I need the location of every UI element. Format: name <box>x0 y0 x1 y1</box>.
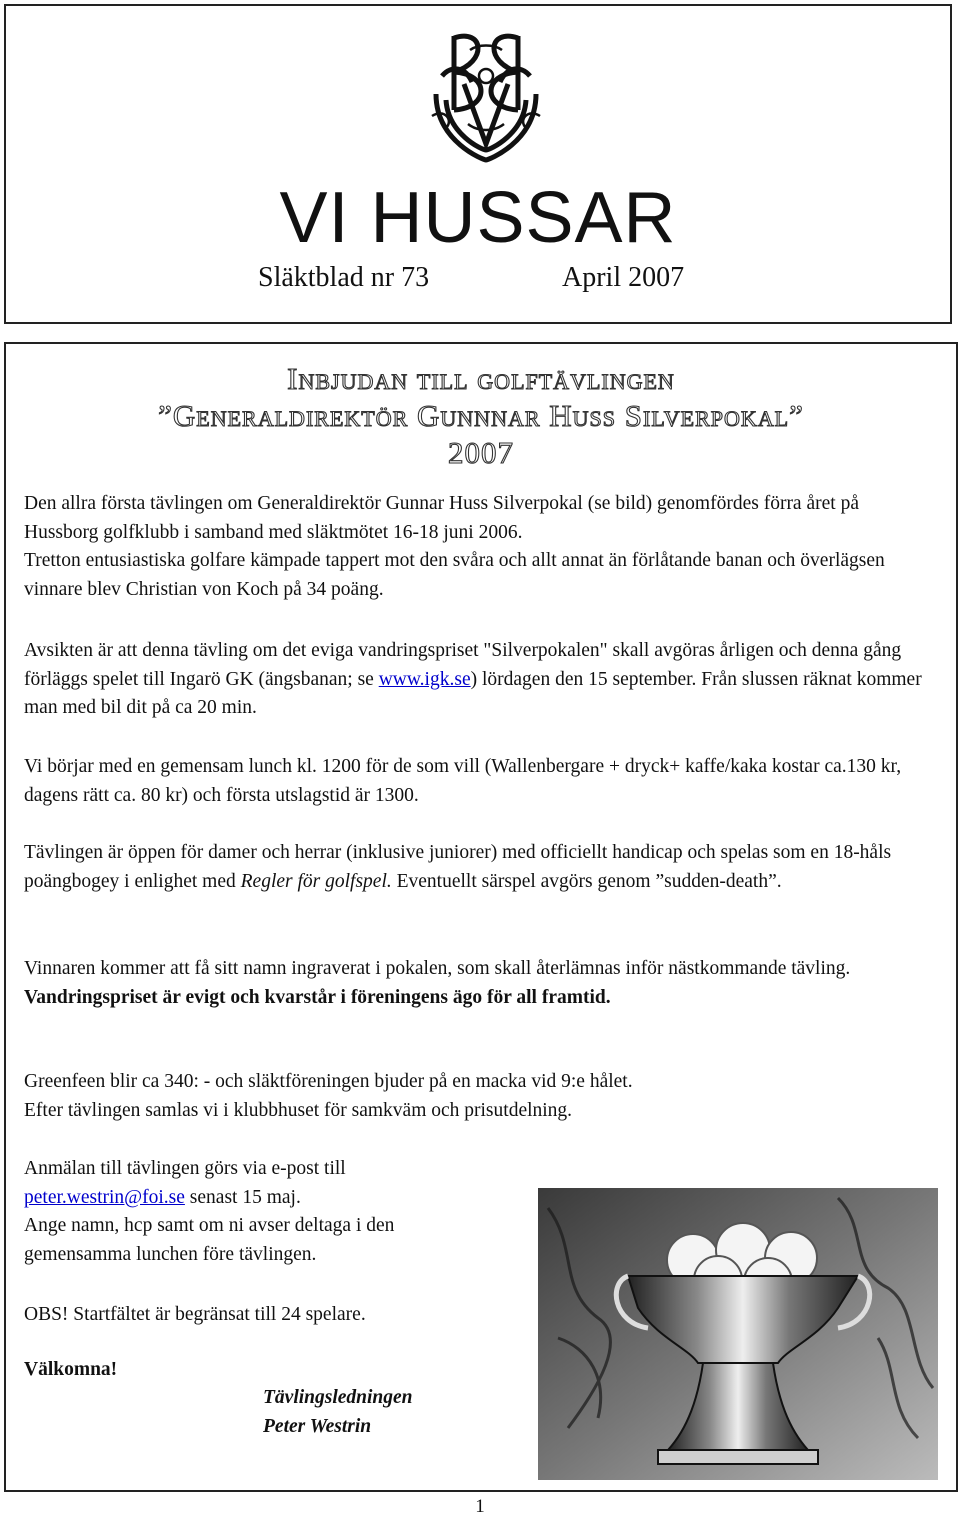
silver-trophy-with-golf-balls-photo <box>538 1188 938 1480</box>
welcome-text: Välkomna! <box>24 1359 118 1380</box>
winner-bold-text: Vandringspriset är evigt och kvarstår i föreningens ägo för all framtid. <box>24 986 611 1008</box>
masthead-box <box>4 4 952 324</box>
paragraph-result: Tretton entusiastiska golfare kämpade tappert mot den svåra och allt annat än förlåtande banan och överlägsen vinnare blev Christian von Koch på 34 poäng. <box>24 550 885 600</box>
issue-number: Släktblad nr 73 <box>258 262 430 293</box>
igk-website-link[interactable]: www.igk.se <box>378 668 471 690</box>
article-heading-line-2: ”Generaldirektör Gunnnar Huss Silverpokal” <box>158 398 804 433</box>
article-heading-line-3: 2007 <box>448 435 514 470</box>
rules-text-end: Eventuellt särspel avgörs genom ”sudden-death”. <box>391 870 782 892</box>
paragraph-note: OBS! Startfältet är begränsat till 24 spelare. <box>24 1304 366 1325</box>
rules-reference: Regler för golfspel. <box>240 870 392 892</box>
signature <box>263 1384 563 1441</box>
paragraph-registration <box>24 1155 524 1269</box>
paragraph-intro: Den allra första tävlingen om Generaldirektör Gunnar Huss Silverpokal (se bild) genomfördes förra året på Hussborg golfklubb i samband med släktmötet 16-18 juni 2006. <box>24 493 859 543</box>
signature-line-2: Peter Westrin <box>263 1415 372 1437</box>
rules-text-start: Tävlingen är öppen för damer och herrar (inklusive juniorer) med officiellt handicap och spelas som en 18-håls poängbogey i enlighet med <box>24 842 892 892</box>
email-link[interactable]: peter.westrin@foi.se <box>24 1186 185 1208</box>
issue-date: April 2007 <box>562 262 685 293</box>
greenfee-line-2: Efter tävlingen samlas vi i klubbhuset för samkväm och prisutdelning. <box>24 1099 573 1121</box>
paragraph-purpose <box>24 637 924 723</box>
page-number: 1 <box>475 1496 485 1517</box>
paragraph-winner <box>24 955 924 1012</box>
winner-text: Vinnaren kommer att få sitt namn ingraverat i pokalen, som skall återlämnas inför nästkommande tävling. <box>24 958 851 979</box>
purpose-text-start: Avsikten är att denna tävling om det eviga vandringspriset "Silverpokalen" skall avgöras årligen och denna gång förläggs spelet till Ingarö GK (ängsbanan; se <box>24 640 902 690</box>
paragraph-rules <box>24 839 924 896</box>
article-heading-line-1: Inbjudan till golftävlingen <box>287 361 675 396</box>
registration-deadline: senast 15 maj. <box>184 1186 301 1208</box>
monogram-logo-icon <box>424 24 548 164</box>
greenfee-line-1: Greenfeen blir ca 340: - och släktföreningen bjuder på en macka vid 9:e hålet. <box>24 1071 633 1092</box>
paragraph-greenfee <box>24 1068 924 1125</box>
signature-line-1: Tävlingsledningen <box>263 1387 413 1408</box>
newsletter-title: VI HUSSAR <box>279 178 677 258</box>
registration-line-4: gemensamma lunchen före tävlingen. <box>24 1243 317 1265</box>
paragraph-lunch: Vi börjar med en gemensam lunch kl. 1200 för de som vill (Wallenbergare + dryck+ kaffe/kaka kostar ca.130 kr, dagens rätt ca. 80 kr) och första utslagstid är 1300. <box>24 756 902 806</box>
registration-line-1: Anmälan till tävlingen görs via e-post till <box>24 1158 346 1179</box>
purpose-text-end: ) lördagen den 15 september. Från slussen räknat kommer man med bil dit på ca 20 min. <box>24 668 922 718</box>
registration-line-3: Ange namn, hcp samt om ni avser deltaga i den <box>24 1215 395 1236</box>
